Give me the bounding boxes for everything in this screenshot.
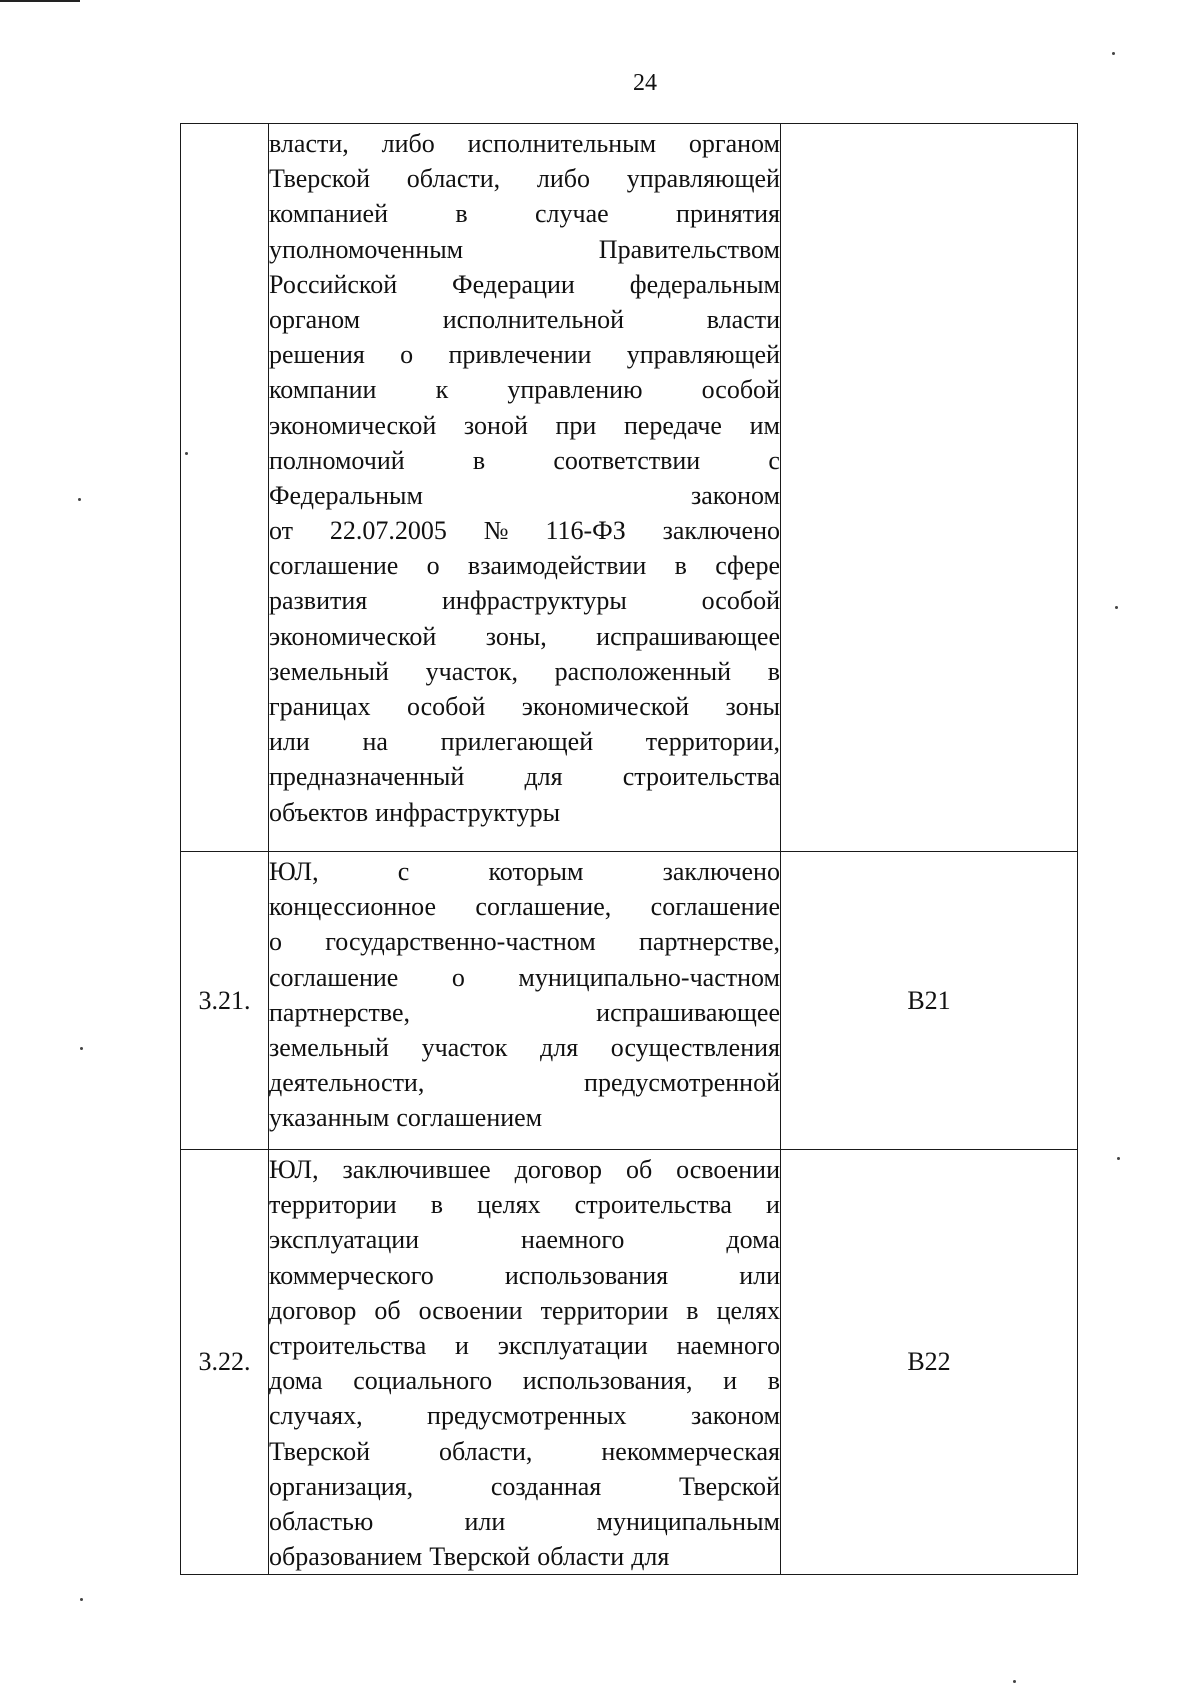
description-line: Федеральным законом — [269, 480, 780, 510]
description-line: областью или муниципальным — [269, 1506, 780, 1536]
scan-speck — [1117, 1157, 1120, 1160]
description-line: Российской Федерации федеральным — [269, 269, 780, 299]
description-line: власти, либо исполнительным органом — [269, 129, 780, 158]
description-line: полномочий в соответствии с — [269, 445, 780, 475]
description-line: образованием Тверской области для — [269, 1542, 670, 1572]
description-line: соглашение о муниципально-частном — [269, 962, 780, 992]
table-row — [181, 124, 1078, 852]
description-line: коммерческого использования или — [269, 1260, 780, 1290]
row-number: 3.22. — [181, 1150, 269, 1575]
description-line: договор об освоении территории в целях — [269, 1295, 780, 1325]
table-row — [181, 852, 1078, 1150]
description-line: ЮЛ, заключившее договор об освоении — [269, 1155, 780, 1184]
description-line: компании к управлению особой — [269, 375, 780, 405]
row-code — [781, 124, 1078, 852]
document-table — [180, 123, 1078, 1575]
row-number — [181, 124, 269, 852]
description-line: земельный участок для осуществления — [269, 1032, 780, 1062]
description-line: партнерстве, испрашивающее — [269, 997, 780, 1027]
description-line: деятельности, предусмотренной — [269, 1068, 780, 1098]
description-line: предназначенный для строительства — [269, 762, 780, 792]
description-line: случаях, предусмотренных законом — [269, 1401, 780, 1431]
scan-edge-mark — [0, 0, 80, 2]
row-number: 3.21. — [181, 852, 269, 1150]
description-line: экономической зоны, испрашивающее — [269, 621, 780, 651]
description-line: земельный участок, расположенный в — [269, 656, 780, 686]
description-line: от 22.07.2005 № 116-ФЗ заключено — [269, 516, 780, 546]
description-line: о государственно-частном партнерстве, — [269, 927, 780, 957]
row-code: В21 — [781, 852, 1078, 1150]
description-line: экономической зоной при передаче им — [269, 410, 780, 440]
description-line: развития инфраструктуры особой — [269, 586, 780, 616]
description-line: решения о привлечении управляющей — [269, 340, 780, 370]
description-line: Тверской области, либо управляющей — [269, 164, 780, 194]
description-line: границах особой экономической зоны — [269, 692, 780, 721]
scan-speck — [1013, 1680, 1016, 1683]
description-line: организация, созданная Тверской — [269, 1471, 780, 1501]
description-line: объектов инфраструктуры — [269, 797, 561, 827]
description-line: концессионное соглашение, соглашение — [269, 892, 780, 922]
row-description — [269, 1150, 781, 1575]
description-line: соглашение о взаимодействии в сфере — [269, 551, 780, 581]
description-line: компанией в случае принятия — [269, 199, 780, 229]
description-line: строительства и эксплуатации наемного — [269, 1330, 780, 1360]
scan-speck — [1112, 52, 1115, 55]
row-description — [269, 852, 781, 1150]
description-line: уполномоченным Правительством — [269, 234, 780, 264]
row-code: В22 — [781, 1150, 1078, 1575]
row-description — [269, 124, 781, 852]
description-line: Тверской области, некоммерческая — [269, 1436, 780, 1466]
description-line: дома социального использования, и в — [269, 1366, 780, 1396]
page-number: 24 — [633, 70, 657, 96]
description-line: территории в целях строительства и — [269, 1190, 780, 1220]
scan-speck — [80, 1047, 83, 1050]
description-line: ЮЛ, с которым заключено — [269, 857, 780, 886]
description-line: эксплуатации наемного дома — [269, 1225, 780, 1255]
scan-speck — [1115, 606, 1118, 609]
description-line: указанным соглашением — [269, 1103, 543, 1133]
description-line: органом исполнительной власти — [269, 304, 780, 334]
description-line: или на прилегающей территории, — [269, 727, 780, 757]
scan-speck — [185, 452, 188, 455]
scan-speck — [78, 498, 81, 501]
scan-speck — [80, 1598, 83, 1601]
table-row — [181, 1150, 1078, 1575]
